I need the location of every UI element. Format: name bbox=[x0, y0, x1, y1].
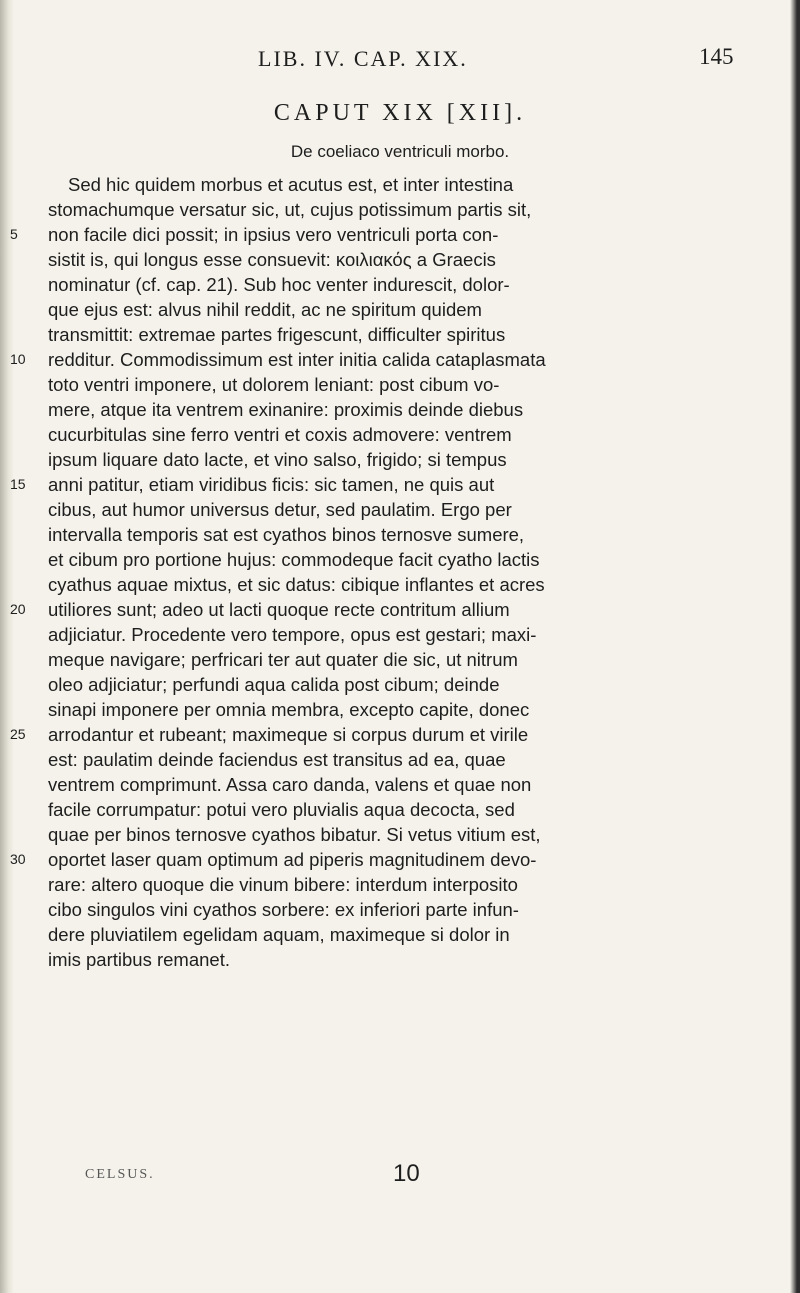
line-text: oportet laser quam optimum ad piperis magnitudinem devo- bbox=[48, 849, 537, 870]
chapter-subtitle: De coeliaco ventriculi morbo. bbox=[290, 142, 510, 161]
line-text: cibus, aut humor universus detur, sed paulatim. Ergo per bbox=[48, 499, 512, 520]
line-text: que ejus est: alvus nihil reddit, ac ne spiritum quidem bbox=[48, 299, 482, 320]
line-text: cucurbitulas sine ferro ventri et coxis admovere: ventrem bbox=[48, 424, 512, 445]
line-text: est: paulatim deinde faciendus est transitus ad ea, quae bbox=[48, 749, 506, 770]
line-number: 20 bbox=[10, 601, 26, 617]
text-line bbox=[0, 197, 800, 222]
line-text: transmittit: extremae partes frigescunt, difficulter spiritus bbox=[48, 324, 506, 345]
text-line bbox=[0, 497, 800, 522]
text-line bbox=[0, 547, 800, 572]
line-text: imis partibus remanet. bbox=[48, 949, 230, 970]
line-text: stomachumque versatur sic, ut, cujus potissimum partis sit, bbox=[48, 199, 532, 220]
line-text: oleo adjiciatur; perfundi aqua calida post cibum; deinde bbox=[48, 674, 500, 695]
text-line bbox=[0, 772, 800, 797]
line-text: adjiciatur. Procedente vero tempore, opus est gestari; maxi- bbox=[48, 624, 537, 645]
line-text: et cibum pro portione hujus: commodeque facit cyatho lactis bbox=[48, 549, 540, 570]
line-number: 25 bbox=[10, 726, 26, 742]
line-text: ventrem comprimunt. Assa caro danda, valens et quae non bbox=[48, 774, 532, 795]
text-line bbox=[0, 472, 800, 497]
chapter-title: CAPUT XIX [XII]. bbox=[273, 100, 527, 126]
line-text: facile corrumpatur: potui vero pluvialis aqua decocta, sed bbox=[48, 799, 515, 820]
text-line bbox=[0, 822, 800, 847]
text-line bbox=[0, 397, 800, 422]
line-text: Sed hic quidem morbus et acutus est, et inter intestina bbox=[68, 174, 514, 195]
line-text: nominatur (cf. cap. 21). Sub hoc venter indurescit, dolor- bbox=[48, 274, 510, 295]
text-line bbox=[0, 172, 800, 197]
line-text: rare: altero quoque die vinum bibere: interdum interposito bbox=[48, 874, 518, 895]
line-text: intervalla temporis sat est cyathos binos ternosve sumere, bbox=[48, 524, 525, 545]
text-line bbox=[0, 922, 800, 947]
text-line bbox=[0, 722, 800, 747]
text-line bbox=[0, 672, 800, 697]
line-number: 30 bbox=[10, 851, 26, 867]
text-line bbox=[0, 522, 800, 547]
body-text bbox=[0, 172, 800, 972]
line-text: sistit is, qui longus esse consuevit: κοιλιακός a Graecis bbox=[48, 249, 496, 270]
footer-sheet-number: 10 bbox=[393, 1160, 420, 1187]
line-number: 10 bbox=[10, 351, 26, 367]
text-line bbox=[0, 947, 800, 972]
page-number: 145 bbox=[699, 44, 734, 69]
text-line bbox=[0, 322, 800, 347]
footer-signature: CELSUS. bbox=[85, 1167, 155, 1182]
text-line bbox=[0, 572, 800, 597]
line-text: toto ventri imponere, ut dolorem leniant: post cibum vo- bbox=[48, 374, 500, 395]
text-line bbox=[0, 872, 800, 897]
line-text: cibo singulos vini cyathos sorbere: ex inferiori parte infun- bbox=[48, 899, 519, 920]
text-line bbox=[0, 272, 800, 297]
text-line bbox=[0, 347, 800, 372]
line-text: meque navigare; perfricari ter aut quater die sic, ut nitrum bbox=[48, 649, 518, 670]
line-text: mere, atque ita ventrem exinanire: proximis deinde diebus bbox=[48, 399, 524, 420]
text-line bbox=[0, 222, 800, 247]
line-text: arrodantur et rubeant; maximeque si corpus durum et virile bbox=[48, 724, 529, 745]
text-line bbox=[0, 797, 800, 822]
text-line bbox=[0, 447, 800, 472]
text-line bbox=[0, 247, 800, 272]
text-line bbox=[0, 597, 800, 622]
text-line bbox=[0, 647, 800, 672]
text-line bbox=[0, 622, 800, 647]
text-line bbox=[0, 897, 800, 922]
line-text: utiliores sunt; adeo ut lacti quoque recte contritum allium bbox=[48, 599, 510, 620]
line-number: 5 bbox=[10, 226, 18, 242]
line-text: sinapi imponere per omnia membra, excepto capite, donec bbox=[48, 699, 530, 720]
line-text: anni patitur, etiam viridibus ficis: sic tamen, ne quis aut bbox=[48, 474, 495, 495]
line-text: dere pluviatilem egelidam aquam, maximeque si dolor in bbox=[48, 924, 510, 945]
line-text: ipsum liquare dato lacte, et vino salso, frigido; si tempus bbox=[48, 449, 507, 470]
text-line bbox=[0, 697, 800, 722]
text-line bbox=[0, 847, 800, 872]
text-line bbox=[0, 372, 800, 397]
text-line bbox=[0, 297, 800, 322]
text-line bbox=[0, 747, 800, 772]
running-head: LIB. IV. CAP. XIX. bbox=[258, 46, 468, 71]
line-text: non facile dici possit; in ipsius vero ventriculi porta con- bbox=[48, 224, 499, 245]
line-text: quae per binos ternosve cyathos bibatur. Si vetus vitium est, bbox=[48, 824, 541, 845]
line-text: cyathus aquae mixtus, et sic datus: cibique inflantes et acres bbox=[48, 574, 545, 595]
text-line bbox=[0, 422, 800, 447]
line-text: redditur. Commodissimum est inter initia calida cataplasmata bbox=[48, 349, 546, 370]
line-number: 15 bbox=[10, 476, 26, 492]
